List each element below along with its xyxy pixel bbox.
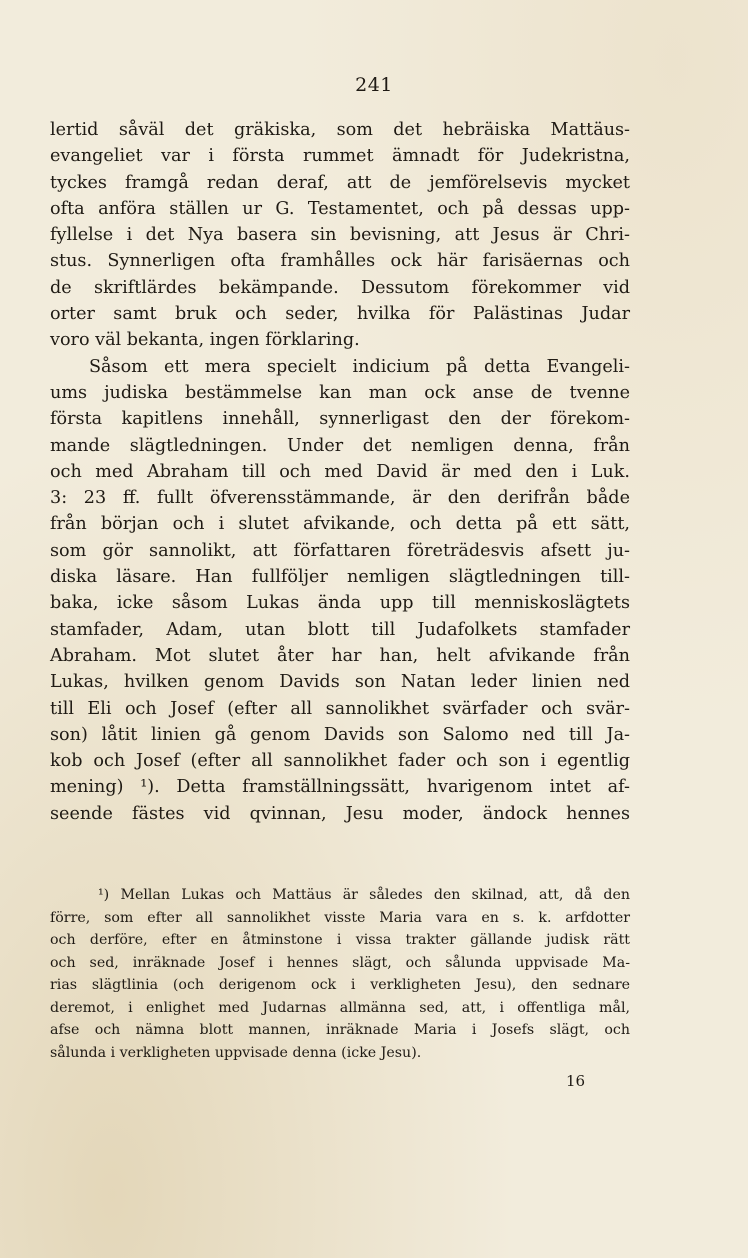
body-line: tyckes framgå redan deraf, att de jemförelsevis mycket [50, 172, 630, 193]
footnote-line: afse och nämna blott mannen, inräknade Maria i Josefs slägt, och [50, 1022, 630, 1038]
footnote-line: rias slägtlinia (och derigenom ock i verkligheten Jesu), den sednare [50, 977, 630, 993]
body-line: de skriftlärdes bekämpande. Dessutom förekommer vid [50, 277, 630, 298]
body-line: första kapitlens innehåll, synnerligast den der förekom- [50, 409, 630, 430]
footnote-line: och sed, inräknade Josef i hennes slägt, och sålunda uppvisade Ma- [50, 954, 630, 971]
body-line: mening) ¹). Detta framställningssätt, hvarigenom intet af- [50, 777, 630, 798]
body-line: Såsom ett mera specielt indicium på detta Evangeli- [89, 356, 630, 377]
body-line: evangeliet var i första rummet ämnadt för Judekristna, [50, 146, 630, 167]
body-line: lertid såväl det gräkiska, som det hebräiska Mattäus- [50, 120, 630, 140]
footnote-block [50, 884, 630, 1064]
body-line: voro väl bekanta, ingen förklaring. [50, 330, 360, 351]
body-line: son) låtit linien gå genom Davids son Salomo ned till Ja- [50, 724, 630, 745]
body-line: ums judiska bestämmelse kan man ock anse de tvenne [50, 382, 630, 403]
body-line: fyllelse i det Nya basera sin bevisning, att Jesus är Chri- [50, 225, 630, 246]
body-line: stamfader, Adam, utan blott till Judafolkets stamfader [50, 619, 630, 640]
body-line: baka, icke såsom Lukas ända upp till menniskoslägtets [50, 593, 630, 614]
body-text [50, 117, 630, 827]
body-line: orter samt bruk och seder, hvilka för Palästinas Judar [50, 304, 630, 325]
body-line: och med Abraham till och med David är med den i Luk. [50, 461, 630, 482]
body-line: från början och i slutet afvikande, och detta på ett sätt, [50, 514, 630, 535]
body-line: Abraham. Mot slutet åter har han, helt afvikande från [50, 645, 630, 666]
body-line: mande slägtledningen. Under det nemligen denna, från [50, 435, 630, 456]
footnote-line: ¹) Mellan Lukas och Mattäus är således den skilnad, att, då den [98, 887, 630, 903]
signature-mark: 16 [566, 1072, 586, 1090]
footnote-line: förre, som efter all sannolikhet visste Maria vara en s. k. arfdotter [50, 909, 630, 926]
body-line: ofta anföra ställen ur G. Testamentet, och på dessas upp- [50, 198, 630, 219]
body-line: till Eli och Josef (efter all sannolikhet svärfader och svär- [50, 698, 630, 719]
body-line: 3: 23 ff. fullt öfverensstämmande, är den derifrån både [50, 488, 630, 509]
body-line: Lukas, hvilken genom Davids son Natan leder linien ned [50, 672, 630, 693]
footnote-line: sålunda i verkligheten uppvisade denna (icke Jesu). [50, 1044, 422, 1061]
body-line: diska läsare. Han fullföljer nemligen slägtledningen till- [50, 567, 630, 588]
footnote-line: deremot, i enlighet med Judarnas allmänna sed, att, i offentliga mål, [50, 999, 630, 1016]
body-line: stus. Synnerligen ofta framhålles ock här farisäernas och [50, 251, 630, 272]
page-number: 241 [355, 74, 393, 96]
body-line: kob och Josef (efter all sannolikhet fader och son i egentlig [50, 751, 630, 772]
footnote-line: och derföre, efter en åtminstone i vissa trakter gällande judisk rätt [50, 932, 630, 948]
body-line: som gör sannolikt, att författaren företrädesvis afsett ju- [50, 540, 630, 561]
body-line: seende fästes vid qvinnan, Jesu moder, ändock hennes [50, 803, 630, 824]
